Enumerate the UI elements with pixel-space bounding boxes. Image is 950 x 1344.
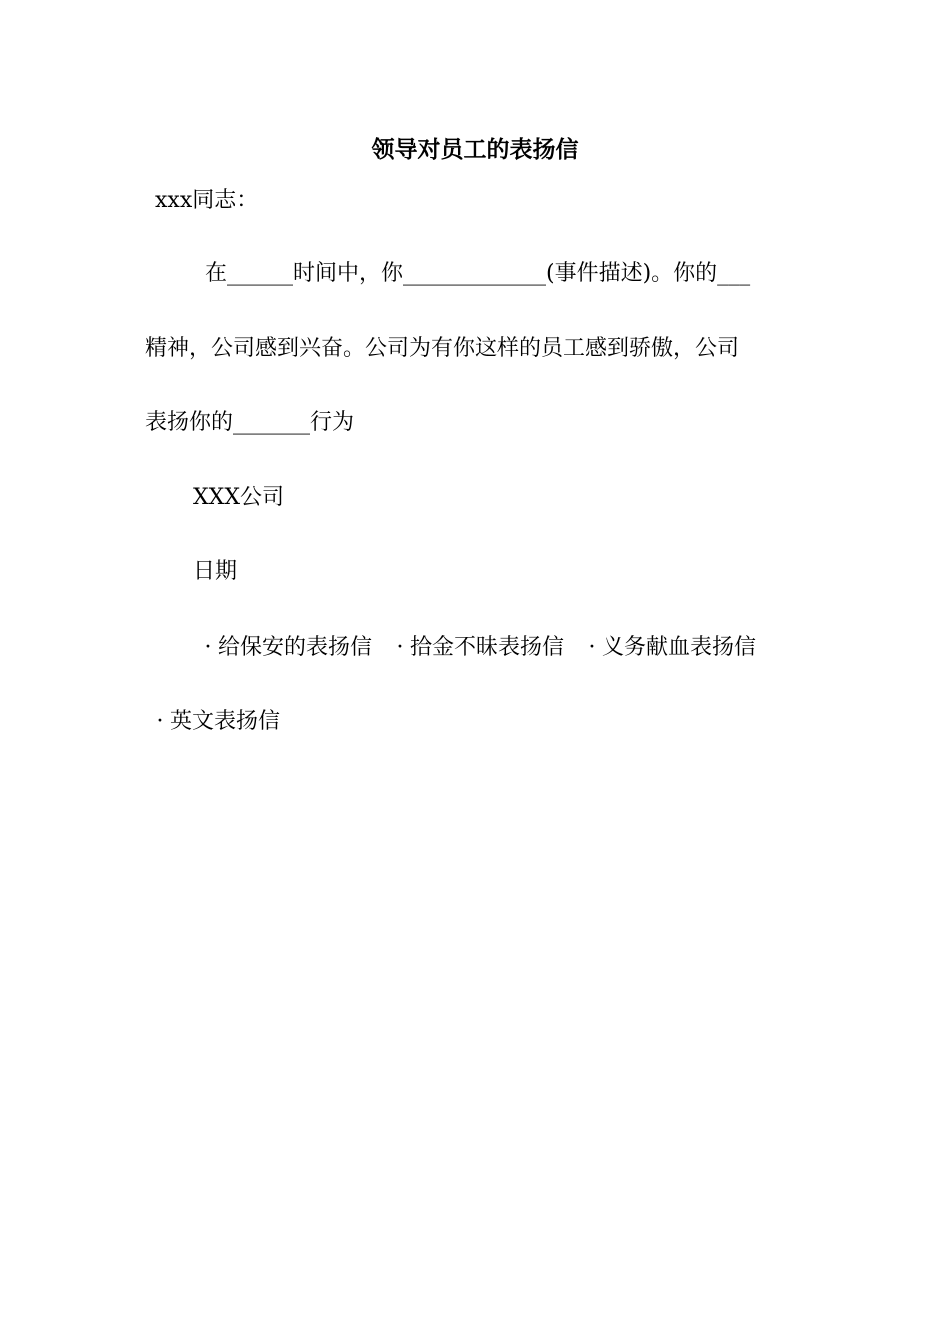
bullet-icon: · [588, 635, 596, 660]
related-link-blood-donation[interactable] [582, 635, 756, 660]
related-link-label: 义务献血表扬信 [602, 635, 757, 660]
signature-date: 日期 [193, 559, 238, 584]
body-line-3: 表扬你的_______行为 [145, 410, 355, 435]
related-link-english[interactable] [150, 709, 280, 734]
related-link-security-guard[interactable] [198, 635, 372, 660]
body-line-2: 精神，公司感到兴奋。公司为有你这样的员工感到骄傲，公司 [145, 336, 740, 361]
related-link-label: 拾金不昧表扬信 [410, 635, 565, 660]
related-links-row [150, 707, 280, 737]
document-title: 领导对员工的表扬信 [371, 137, 579, 163]
salutation: xxx同志： [155, 188, 259, 213]
related-links-row [198, 633, 756, 663]
related-link-label: 英文表扬信 [170, 709, 281, 734]
body-line-1: 在______时间中，你_____________(事件描述)。你的___ [205, 261, 751, 286]
bullet-icon: · [396, 635, 404, 660]
bullet-icon: · [156, 709, 164, 734]
signature-company: XXX公司 [193, 485, 284, 510]
bullet-icon: · [204, 635, 212, 660]
related-link-label: 给保安的表扬信 [218, 635, 373, 660]
related-link-honesty[interactable] [390, 635, 564, 660]
